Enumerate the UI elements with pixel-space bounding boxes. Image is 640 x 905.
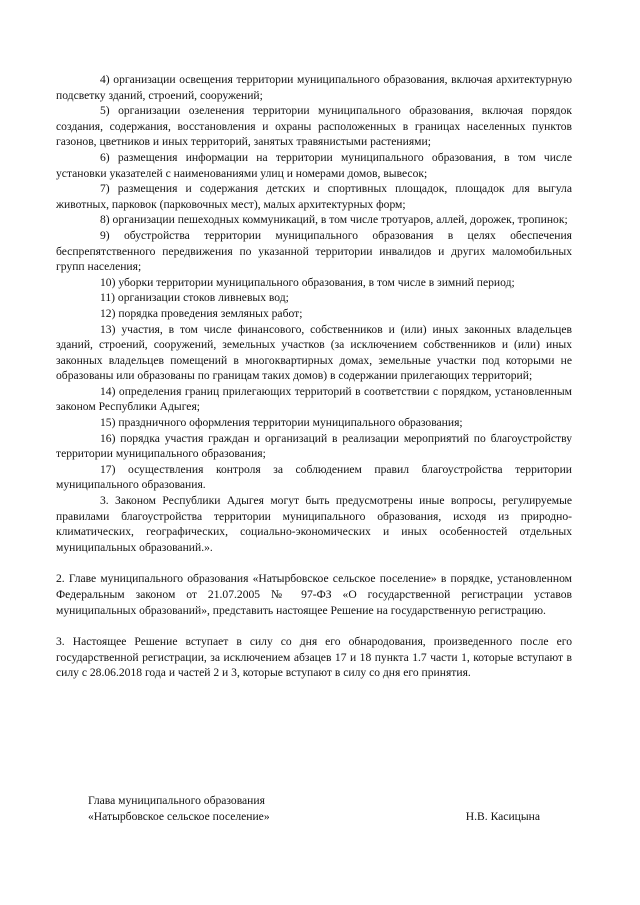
document-body [56,72,572,681]
list-item: 9) обустройства территории муниципального образования в целях обеспечения беспрепятственного передвижения по указанной территории инвалидов и других маломобильных групп населения; [56,228,572,274]
section-2-paragraph: 2. Главе муниципального образования «Натырбовское сельское поселение» в порядке, установленном Федеральным законом от 21.07.2005 № 97-ФЗ «О государственной регистрации уставов муниципальных образований», представить настоящее Решение на государственную регистрацию. [56,572,572,617]
list-item: 6) размещения информации на территории муниципального образования, в том числе установки указателей с наименованиями улиц и номерами домов, вывесок; [56,150,572,180]
list-item: 7) размещения и содержания детских и спортивных площадок, площадок для выгула животных, парковок (парковочных мест), малых архитектурных форм; [56,182,572,211]
signatory-title-line-1: Глава муниципального образования [88,794,265,807]
list-item: 8) организации пешеходных коммуникаций, в том числе тротуаров, аллей, дорожек, тропинок; [100,213,568,227]
list-item: 11) организации стоков ливневых вод; [100,291,289,305]
list-item: 16) порядка участия граждан и организаций в реализации мероприятий по благоустройству территории муниципального образования; [56,431,572,461]
spacer [56,618,572,634]
list-item: 5) организации озеленения территории муниципального образования, включая порядок создания, содержания, восстановления и охраны расположенных в границах населенных пунктов газонов, цветников и иных территорий, занятых травянистыми растениями; [56,104,572,149]
signatory-name: Н.В. Касицына [465,810,540,823]
list-item: 4) организации освещения территории муниципального образования, включая архитектурную подсветку зданий, строений, сооружений; [56,73,572,102]
list-item: 10) уборки территории муниципального образования, в том числе в зимний период; [100,275,515,289]
list-item: 15) праздничного оформления территории муниципального образования; [100,416,463,430]
list-item: 12) порядка проведения земляных работ; [100,306,303,320]
list-item: 13) участия, в том числе финансового, собственников и (или) иных законных владельцев зданий, строений, сооружений, земельных участков (за исключением собственников и (или) иных законных владельцев помещений в многоквартирных домах, земельные участки под которыми не образованы или образованы по границам таких домов) в содержании прилегающих территорий; [56,322,572,383]
list-item: 3. Законом Республики Адыгея могут быть предусмотрены иные вопросы, регулируемые правилами благоустройства территории муниципального образования, исходя из природно-климатических, географических, социально-экономических и иных особенностей отдельных муниципальных образований.». [56,494,572,554]
list-item: 17) осуществления контроля за соблюдением правил благоустройства территории муниципального образования. [56,462,572,492]
section-3-paragraph: 3. Настоящее Решение вступает в силу со дня его обнародования, произведенного после его государственной регистрации, за исключением абзацев 17 и 18 пункта 1.7 части 1, которые вступают в силу с 28.06.2018 года и частей 2 и 3, которые вступают в силу со дня его принятия. [56,635,572,680]
signatory-title [88,793,270,824]
spacer [56,555,572,571]
signatory-title-line-2: «Натырбовское сельское поселение» [88,809,270,823]
list-item: 14) определения границ прилегающих территорий в соответствии с порядком, установленным законом Республики Адыгея; [56,384,572,414]
